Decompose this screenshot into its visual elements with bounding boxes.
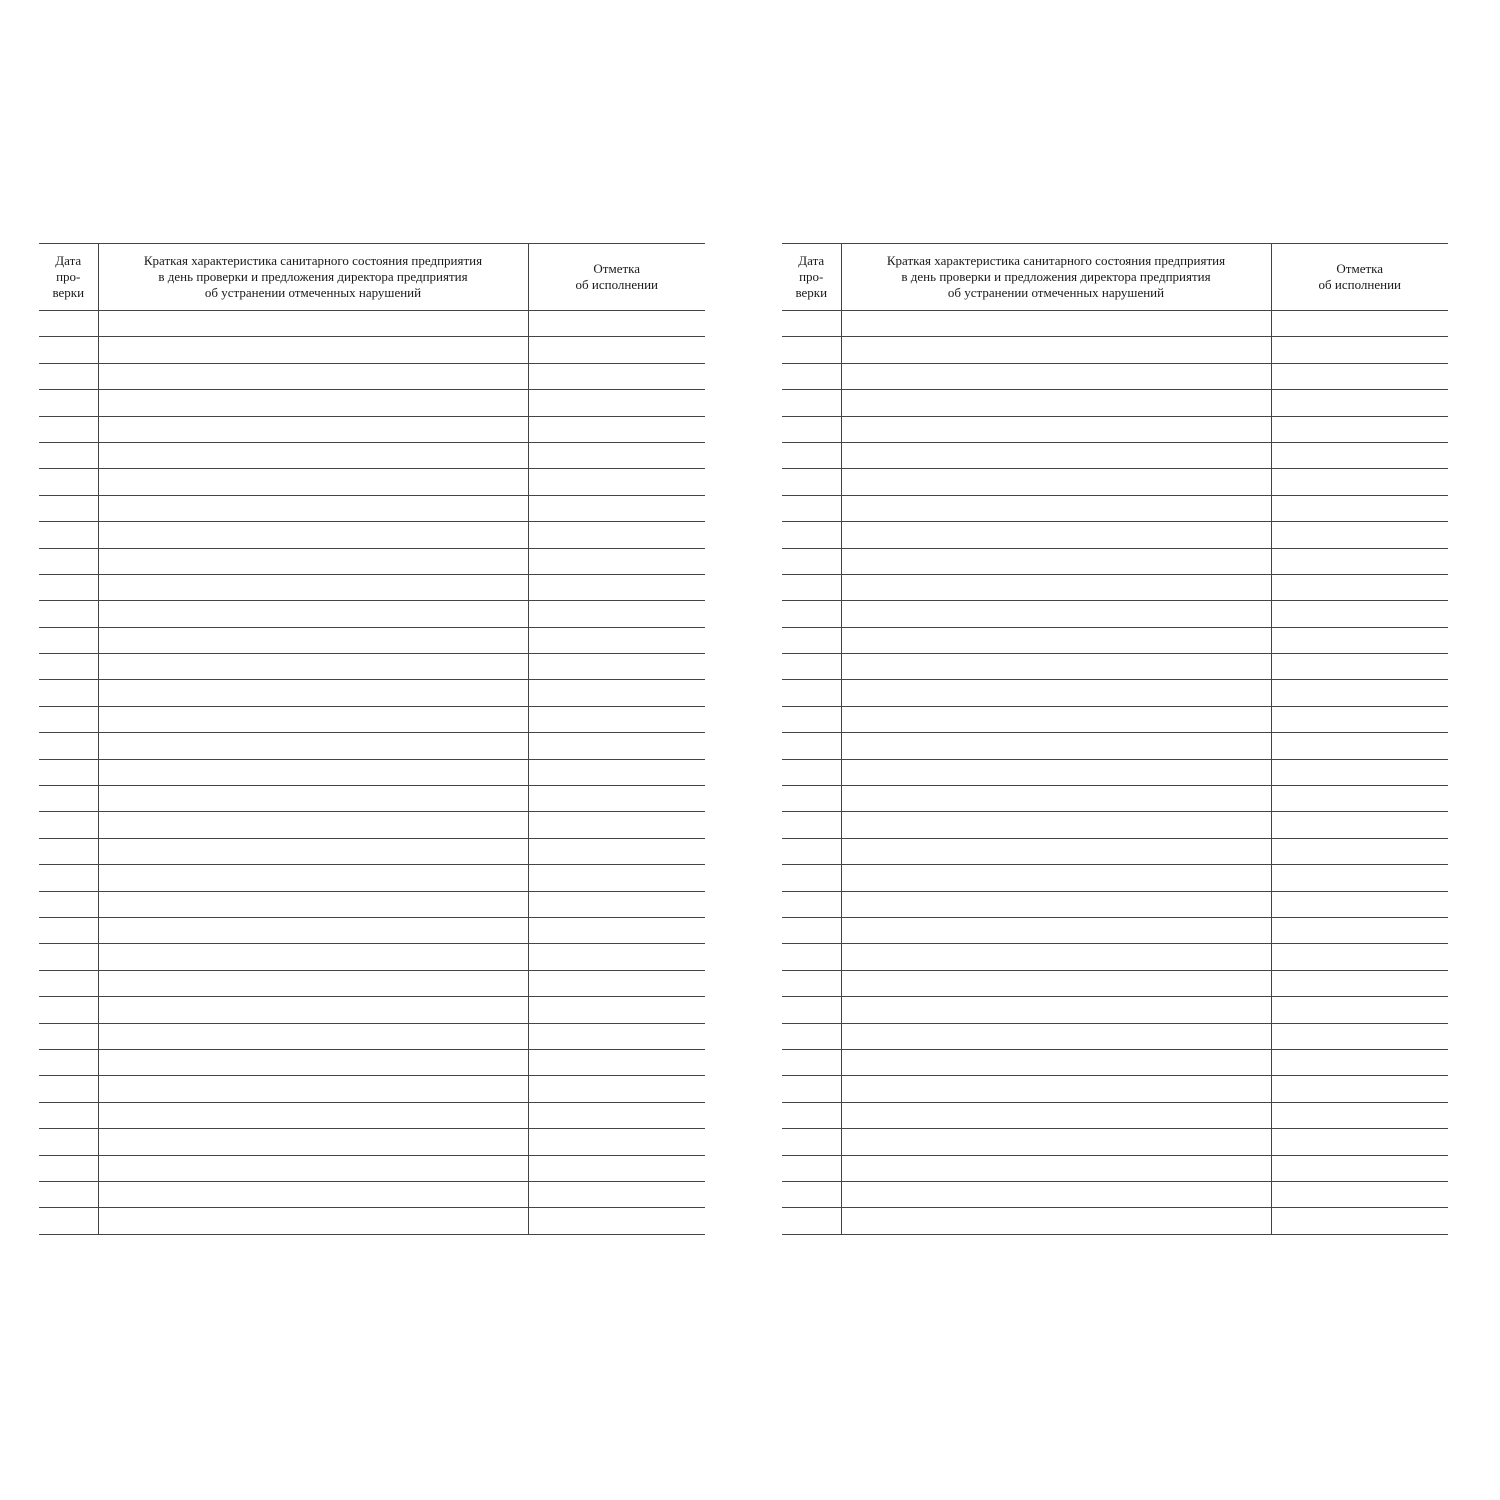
mark-cell xyxy=(528,574,705,600)
table-row xyxy=(39,627,705,653)
description-cell xyxy=(98,522,528,548)
table-row xyxy=(39,944,705,970)
table-row xyxy=(782,416,1448,442)
mark-cell xyxy=(528,390,705,416)
description-cell xyxy=(841,786,1271,812)
description-cell xyxy=(98,838,528,864)
mark-cell xyxy=(528,627,705,653)
table-row xyxy=(39,786,705,812)
date-cell xyxy=(782,970,841,996)
mark-cell xyxy=(528,733,705,759)
table-row xyxy=(39,601,705,627)
mark-cell xyxy=(1271,522,1448,548)
description-cell xyxy=(841,522,1271,548)
date-cell xyxy=(782,416,841,442)
date-cell xyxy=(782,944,841,970)
mark-cell xyxy=(528,917,705,943)
mark-cell xyxy=(1271,970,1448,996)
date-cell xyxy=(39,390,98,416)
date-cell xyxy=(39,363,98,389)
table-row xyxy=(782,891,1448,917)
mark-cell xyxy=(1271,1155,1448,1181)
date-cell xyxy=(782,469,841,495)
date-cell xyxy=(39,1181,98,1207)
description-cell xyxy=(98,1102,528,1128)
description-cell xyxy=(98,601,528,627)
table-row xyxy=(782,786,1448,812)
description-cell xyxy=(98,680,528,706)
table-row xyxy=(782,970,1448,996)
description-cell xyxy=(841,548,1271,574)
date-cell xyxy=(39,944,98,970)
description-cell xyxy=(841,574,1271,600)
table-row xyxy=(782,654,1448,680)
date-cell xyxy=(39,997,98,1023)
table-row xyxy=(39,363,705,389)
table-row xyxy=(782,917,1448,943)
mark-cell xyxy=(528,1023,705,1049)
table-row xyxy=(39,1023,705,1049)
mark-cell xyxy=(1271,1129,1448,1155)
description-cell xyxy=(98,390,528,416)
mark-cell xyxy=(528,363,705,389)
date-cell xyxy=(782,1129,841,1155)
mark-cell xyxy=(528,680,705,706)
table-body xyxy=(39,311,705,1235)
description-cell xyxy=(841,706,1271,732)
date-cell xyxy=(39,548,98,574)
description-cell xyxy=(98,706,528,732)
description-cell xyxy=(98,1208,528,1234)
description-cell xyxy=(98,442,528,468)
mark-cell xyxy=(1271,997,1448,1023)
date-cell xyxy=(782,865,841,891)
description-cell xyxy=(98,733,528,759)
mark-cell xyxy=(1271,944,1448,970)
description-cell xyxy=(98,1181,528,1207)
mark-cell xyxy=(1271,786,1448,812)
table-row xyxy=(782,574,1448,600)
mark-cell xyxy=(1271,574,1448,600)
table-row xyxy=(39,1155,705,1181)
description-cell xyxy=(841,1208,1271,1234)
description-cell xyxy=(841,812,1271,838)
date-cell xyxy=(782,390,841,416)
description-cell xyxy=(841,997,1271,1023)
date-cell xyxy=(39,1102,98,1128)
table-row xyxy=(782,337,1448,363)
mark-cell xyxy=(528,311,705,337)
mark-cell xyxy=(1271,917,1448,943)
mark-cell xyxy=(1271,706,1448,732)
date-cell xyxy=(39,865,98,891)
table-row xyxy=(39,997,705,1023)
table-row xyxy=(782,944,1448,970)
header-mark: Отметка об исполнении xyxy=(528,244,705,311)
description-cell xyxy=(841,390,1271,416)
description-cell xyxy=(841,1049,1271,1075)
mark-cell xyxy=(1271,627,1448,653)
mark-cell xyxy=(1271,1049,1448,1075)
description-cell xyxy=(98,917,528,943)
table-row xyxy=(39,495,705,521)
description-cell xyxy=(841,680,1271,706)
table-row xyxy=(782,997,1448,1023)
description-cell xyxy=(841,469,1271,495)
table-row xyxy=(782,1049,1448,1075)
date-cell xyxy=(39,970,98,996)
mark-cell xyxy=(528,1076,705,1102)
date-cell xyxy=(39,706,98,732)
description-cell xyxy=(841,944,1271,970)
description-cell xyxy=(98,970,528,996)
table-row xyxy=(782,1023,1448,1049)
table-row xyxy=(39,1129,705,1155)
description-cell xyxy=(98,997,528,1023)
date-cell xyxy=(782,706,841,732)
mark-cell xyxy=(1271,390,1448,416)
date-cell xyxy=(782,680,841,706)
description-cell xyxy=(841,1181,1271,1207)
date-cell xyxy=(39,416,98,442)
date-cell xyxy=(39,1023,98,1049)
description-cell xyxy=(841,917,1271,943)
table-row xyxy=(782,390,1448,416)
mark-cell xyxy=(528,416,705,442)
description-cell xyxy=(98,416,528,442)
table-row xyxy=(782,442,1448,468)
mark-cell xyxy=(528,865,705,891)
date-cell xyxy=(39,786,98,812)
description-cell xyxy=(841,970,1271,996)
table-row xyxy=(39,812,705,838)
header-description: Краткая характеристика санитарного состояния предприятия в день проверки и предложения директора предприятия об устранении отмеченных нарушений xyxy=(98,244,528,311)
description-cell xyxy=(841,838,1271,864)
mark-cell xyxy=(1271,812,1448,838)
mark-cell xyxy=(528,442,705,468)
table-row xyxy=(39,680,705,706)
description-cell xyxy=(98,1155,528,1181)
table-row xyxy=(39,1049,705,1075)
description-cell xyxy=(98,654,528,680)
inspection-log-table xyxy=(39,243,705,1235)
table-row xyxy=(782,601,1448,627)
table-row xyxy=(39,1102,705,1128)
mark-cell xyxy=(528,1181,705,1207)
date-cell xyxy=(782,522,841,548)
mark-cell xyxy=(1271,1181,1448,1207)
table-row xyxy=(39,891,705,917)
description-cell xyxy=(98,495,528,521)
date-cell xyxy=(782,495,841,521)
description-cell xyxy=(98,363,528,389)
table-row xyxy=(782,1102,1448,1128)
mark-cell xyxy=(528,812,705,838)
date-cell xyxy=(782,838,841,864)
table-header-row xyxy=(782,244,1448,311)
description-cell xyxy=(98,944,528,970)
description-cell xyxy=(841,1102,1271,1128)
table-row xyxy=(39,917,705,943)
mark-cell xyxy=(528,997,705,1023)
description-cell xyxy=(841,654,1271,680)
mark-cell xyxy=(1271,337,1448,363)
mark-cell xyxy=(1271,442,1448,468)
table-row xyxy=(39,706,705,732)
date-cell xyxy=(39,469,98,495)
mark-cell xyxy=(1271,891,1448,917)
mark-cell xyxy=(1271,1208,1448,1234)
table-row xyxy=(782,1155,1448,1181)
table-row xyxy=(39,311,705,337)
date-cell xyxy=(39,1208,98,1234)
description-cell xyxy=(841,865,1271,891)
mark-cell xyxy=(1271,865,1448,891)
table-row xyxy=(39,469,705,495)
table-row xyxy=(782,733,1448,759)
mark-cell xyxy=(1271,1102,1448,1128)
table-row xyxy=(782,495,1448,521)
mark-cell xyxy=(528,1049,705,1075)
description-cell xyxy=(841,1076,1271,1102)
mark-cell xyxy=(1271,495,1448,521)
description-cell xyxy=(841,733,1271,759)
date-cell xyxy=(39,574,98,600)
journal-page-right xyxy=(782,243,1448,1235)
description-cell xyxy=(841,337,1271,363)
mark-cell xyxy=(528,1129,705,1155)
table-row xyxy=(782,469,1448,495)
date-cell xyxy=(782,627,841,653)
date-cell xyxy=(39,654,98,680)
table-row xyxy=(39,1181,705,1207)
mark-cell xyxy=(528,759,705,785)
table-row xyxy=(39,522,705,548)
mark-cell xyxy=(528,601,705,627)
date-cell xyxy=(39,917,98,943)
date-cell xyxy=(39,759,98,785)
description-cell xyxy=(98,1049,528,1075)
description-cell xyxy=(841,416,1271,442)
mark-cell xyxy=(1271,363,1448,389)
date-cell xyxy=(782,1076,841,1102)
table-row xyxy=(782,522,1448,548)
mark-cell xyxy=(1271,759,1448,785)
table-row xyxy=(39,416,705,442)
description-cell xyxy=(841,495,1271,521)
mark-cell xyxy=(1271,548,1448,574)
table-row xyxy=(782,838,1448,864)
mark-cell xyxy=(528,970,705,996)
mark-cell xyxy=(1271,1076,1448,1102)
date-cell xyxy=(39,891,98,917)
description-cell xyxy=(841,891,1271,917)
mark-cell xyxy=(1271,654,1448,680)
date-cell xyxy=(782,363,841,389)
table-row xyxy=(39,1076,705,1102)
mark-cell xyxy=(1271,733,1448,759)
table-row xyxy=(782,1129,1448,1155)
date-cell xyxy=(39,522,98,548)
mark-cell xyxy=(528,654,705,680)
mark-cell xyxy=(1271,1023,1448,1049)
mark-cell xyxy=(528,944,705,970)
description-cell xyxy=(98,311,528,337)
mark-cell xyxy=(528,469,705,495)
table-row xyxy=(39,654,705,680)
header-date: Дата про- верки xyxy=(782,244,841,311)
table-row xyxy=(782,311,1448,337)
description-cell xyxy=(841,442,1271,468)
mark-cell xyxy=(528,786,705,812)
table-row xyxy=(782,363,1448,389)
description-cell xyxy=(98,865,528,891)
description-cell xyxy=(98,337,528,363)
mark-cell xyxy=(528,548,705,574)
date-cell xyxy=(782,1155,841,1181)
date-cell xyxy=(39,627,98,653)
table-row xyxy=(782,680,1448,706)
description-cell xyxy=(98,759,528,785)
inspection-log-table xyxy=(782,243,1448,1235)
description-cell xyxy=(98,574,528,600)
date-cell xyxy=(782,759,841,785)
mark-cell xyxy=(1271,601,1448,627)
table-row xyxy=(39,865,705,891)
date-cell xyxy=(782,1181,841,1207)
mark-cell xyxy=(528,838,705,864)
description-cell xyxy=(98,469,528,495)
description-cell xyxy=(841,311,1271,337)
date-cell xyxy=(39,1076,98,1102)
date-cell xyxy=(39,311,98,337)
mark-cell xyxy=(528,1208,705,1234)
table-body xyxy=(782,311,1448,1235)
date-cell xyxy=(39,812,98,838)
table-row xyxy=(39,1208,705,1234)
table-row xyxy=(39,759,705,785)
table-row xyxy=(39,970,705,996)
table-row xyxy=(782,812,1448,838)
description-cell xyxy=(841,759,1271,785)
description-cell xyxy=(841,601,1271,627)
mark-cell xyxy=(528,1102,705,1128)
table-row xyxy=(782,865,1448,891)
date-cell xyxy=(39,680,98,706)
mark-cell xyxy=(528,706,705,732)
table-row xyxy=(39,390,705,416)
table-row xyxy=(39,574,705,600)
date-cell xyxy=(39,1049,98,1075)
mark-cell xyxy=(1271,469,1448,495)
date-cell xyxy=(782,548,841,574)
header-date: Дата про- верки xyxy=(39,244,98,311)
mark-cell xyxy=(528,495,705,521)
description-cell xyxy=(841,363,1271,389)
mark-cell xyxy=(1271,311,1448,337)
table-row xyxy=(782,1208,1448,1234)
date-cell xyxy=(782,574,841,600)
journal-page-left xyxy=(39,243,705,1235)
table-row xyxy=(39,838,705,864)
date-cell xyxy=(39,1129,98,1155)
date-cell xyxy=(39,733,98,759)
date-cell xyxy=(782,786,841,812)
date-cell xyxy=(782,442,841,468)
mark-cell xyxy=(528,891,705,917)
table-row xyxy=(39,548,705,574)
mark-cell xyxy=(528,1155,705,1181)
description-cell xyxy=(98,1023,528,1049)
table-header-row xyxy=(39,244,705,311)
description-cell xyxy=(841,1023,1271,1049)
date-cell xyxy=(39,1155,98,1181)
mark-cell xyxy=(1271,680,1448,706)
table-row xyxy=(782,1181,1448,1207)
date-cell xyxy=(782,601,841,627)
date-cell xyxy=(782,1208,841,1234)
mark-cell xyxy=(528,337,705,363)
table-row xyxy=(782,627,1448,653)
date-cell xyxy=(39,601,98,627)
description-cell xyxy=(841,627,1271,653)
table-row xyxy=(39,733,705,759)
mark-cell xyxy=(528,522,705,548)
date-cell xyxy=(782,917,841,943)
date-cell xyxy=(39,337,98,363)
description-cell xyxy=(841,1155,1271,1181)
date-cell xyxy=(39,442,98,468)
description-cell xyxy=(98,627,528,653)
date-cell xyxy=(782,1023,841,1049)
table-row xyxy=(782,1076,1448,1102)
table-row xyxy=(39,442,705,468)
header-mark: Отметка об исполнении xyxy=(1271,244,1448,311)
date-cell xyxy=(782,311,841,337)
description-cell xyxy=(98,891,528,917)
date-cell xyxy=(782,997,841,1023)
date-cell xyxy=(782,337,841,363)
header-description: Краткая характеристика санитарного состояния предприятия в день проверки и предложения директора предприятия об устранении отмеченных нарушений xyxy=(841,244,1271,311)
table-row xyxy=(782,759,1448,785)
description-cell xyxy=(98,548,528,574)
table-row xyxy=(39,337,705,363)
description-cell xyxy=(841,1129,1271,1155)
table-row xyxy=(782,548,1448,574)
date-cell xyxy=(782,1102,841,1128)
description-cell xyxy=(98,812,528,838)
description-cell xyxy=(98,1076,528,1102)
date-cell xyxy=(39,838,98,864)
mark-cell xyxy=(1271,838,1448,864)
description-cell xyxy=(98,786,528,812)
date-cell xyxy=(39,495,98,521)
date-cell xyxy=(782,891,841,917)
date-cell xyxy=(782,733,841,759)
mark-cell xyxy=(1271,416,1448,442)
description-cell xyxy=(98,1129,528,1155)
date-cell xyxy=(782,654,841,680)
table-row xyxy=(782,706,1448,732)
date-cell xyxy=(782,812,841,838)
date-cell xyxy=(782,1049,841,1075)
